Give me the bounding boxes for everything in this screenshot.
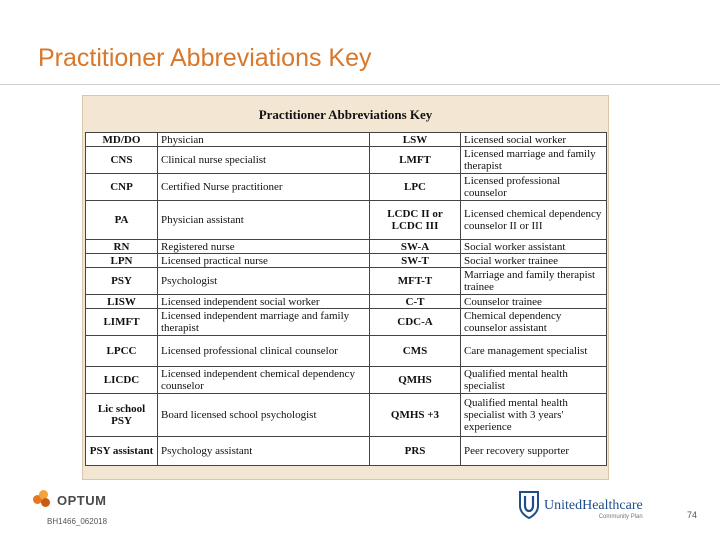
uhc-name: UnitedHealthcare <box>544 498 643 513</box>
description-cell: Qualified mental health specialist <box>461 367 607 394</box>
description-cell: Licensed marriage and family therapist <box>461 147 607 174</box>
abbreviation-cell: LCDC II or LCDC III <box>370 201 461 240</box>
description-cell: Licensed social worker <box>461 133 607 147</box>
abbreviation-cell: LISW <box>86 295 158 309</box>
abbreviation-cell: PRS <box>370 437 461 466</box>
table-row <box>86 174 607 201</box>
description-cell: Certified Nurse practitioner <box>158 174 370 201</box>
description-cell: Marriage and family therapist trainee <box>461 268 607 295</box>
optum-swirl-icon <box>33 490 53 510</box>
description-cell: Psychology assistant <box>158 437 370 466</box>
table-row <box>86 268 607 295</box>
abbreviations-table-image <box>82 95 609 480</box>
description-cell: Licensed chemical dependency counselor II or III <box>461 201 607 240</box>
abbreviation-cell: PSY assistant <box>86 437 158 466</box>
description-cell: Board licensed school psychologist <box>158 394 370 437</box>
abbreviation-cell: QMHS +3 <box>370 394 461 437</box>
description-cell: Physician assistant <box>158 201 370 240</box>
uhc-text <box>544 498 643 520</box>
table-row <box>86 295 607 309</box>
table-row <box>86 336 607 367</box>
abbreviations-table <box>85 132 607 466</box>
description-cell: Licensed professional counselor <box>461 174 607 201</box>
description-cell: Clinical nurse specialist <box>158 147 370 174</box>
table-row <box>86 240 607 254</box>
abbreviation-cell: CDC-A <box>370 309 461 336</box>
abbreviation-cell: LMFT <box>370 147 461 174</box>
uhc-shield-icon <box>518 490 540 520</box>
table-row <box>86 309 607 336</box>
table-row <box>86 394 607 437</box>
table-wrap <box>85 98 606 466</box>
table-row <box>86 147 607 174</box>
description-cell: Psychologist <box>158 268 370 295</box>
unitedhealthcare-logo <box>518 490 643 520</box>
abbreviation-cell: CNS <box>86 147 158 174</box>
description-cell: Licensed independent social worker <box>158 295 370 309</box>
abbreviation-cell: LICDC <box>86 367 158 394</box>
abbreviation-cell: Lic school PSY <box>86 394 158 437</box>
page-number: 74 <box>687 510 698 520</box>
table-heading: Practitioner Abbreviations Key <box>258 107 433 122</box>
description-cell: Qualified mental health specialist with 3 years' experience <box>461 394 607 437</box>
abbreviation-cell: SW-T <box>370 254 461 268</box>
table-row <box>86 367 607 394</box>
description-cell: Licensed independent chemical dependency counselor <box>158 367 370 394</box>
optum-logo <box>33 490 106 510</box>
uhc-subtitle: Community Plan <box>598 514 643 520</box>
abbreviation-cell: SW-A <box>370 240 461 254</box>
slide-title: Practitioner Abbreviations Key <box>38 44 372 72</box>
abbreviation-cell: C-T <box>370 295 461 309</box>
abbreviation-cell: RN <box>86 240 158 254</box>
title-divider <box>0 84 720 85</box>
description-cell: Licensed professional clinical counselor <box>158 336 370 367</box>
abbreviation-cell: QMHS <box>370 367 461 394</box>
description-cell: Licensed practical nurse <box>158 254 370 268</box>
abbreviation-cell: CNP <box>86 174 158 201</box>
abbreviation-cell: LIMFT <box>86 309 158 336</box>
abbreviation-cell: LPN <box>86 254 158 268</box>
description-cell: Registered nurse <box>158 240 370 254</box>
description-cell: Social worker assistant <box>461 240 607 254</box>
table-row <box>86 437 607 466</box>
document-code: BH1466_062018 <box>47 517 108 526</box>
abbreviation-cell: MD/DO <box>86 133 158 147</box>
abbreviation-cell: LPC <box>370 174 461 201</box>
description-cell: Peer recovery supporter <box>461 437 607 466</box>
optum-logo-text: OPTUM <box>57 492 107 508</box>
abbreviation-cell: CMS <box>370 336 461 367</box>
description-cell: Licensed independent marriage and family therapist <box>158 309 370 336</box>
abbreviation-cell: LPCC <box>86 336 158 367</box>
description-cell: Chemical dependency counselor assistant <box>461 309 607 336</box>
abbreviation-cell: MFT-T <box>370 268 461 295</box>
abbreviations-table-body <box>86 133 607 466</box>
abbreviation-cell: PSY <box>86 268 158 295</box>
abbreviation-cell: LSW <box>370 133 461 147</box>
description-cell: Counselor trainee <box>461 295 607 309</box>
table-row <box>86 254 607 268</box>
description-cell: Physician <box>158 133 370 147</box>
table-row <box>86 133 607 147</box>
abbreviation-cell: PA <box>86 201 158 240</box>
table-row <box>86 201 607 240</box>
description-cell: Social worker trainee <box>461 254 607 268</box>
description-cell: Care management specialist <box>461 336 607 367</box>
